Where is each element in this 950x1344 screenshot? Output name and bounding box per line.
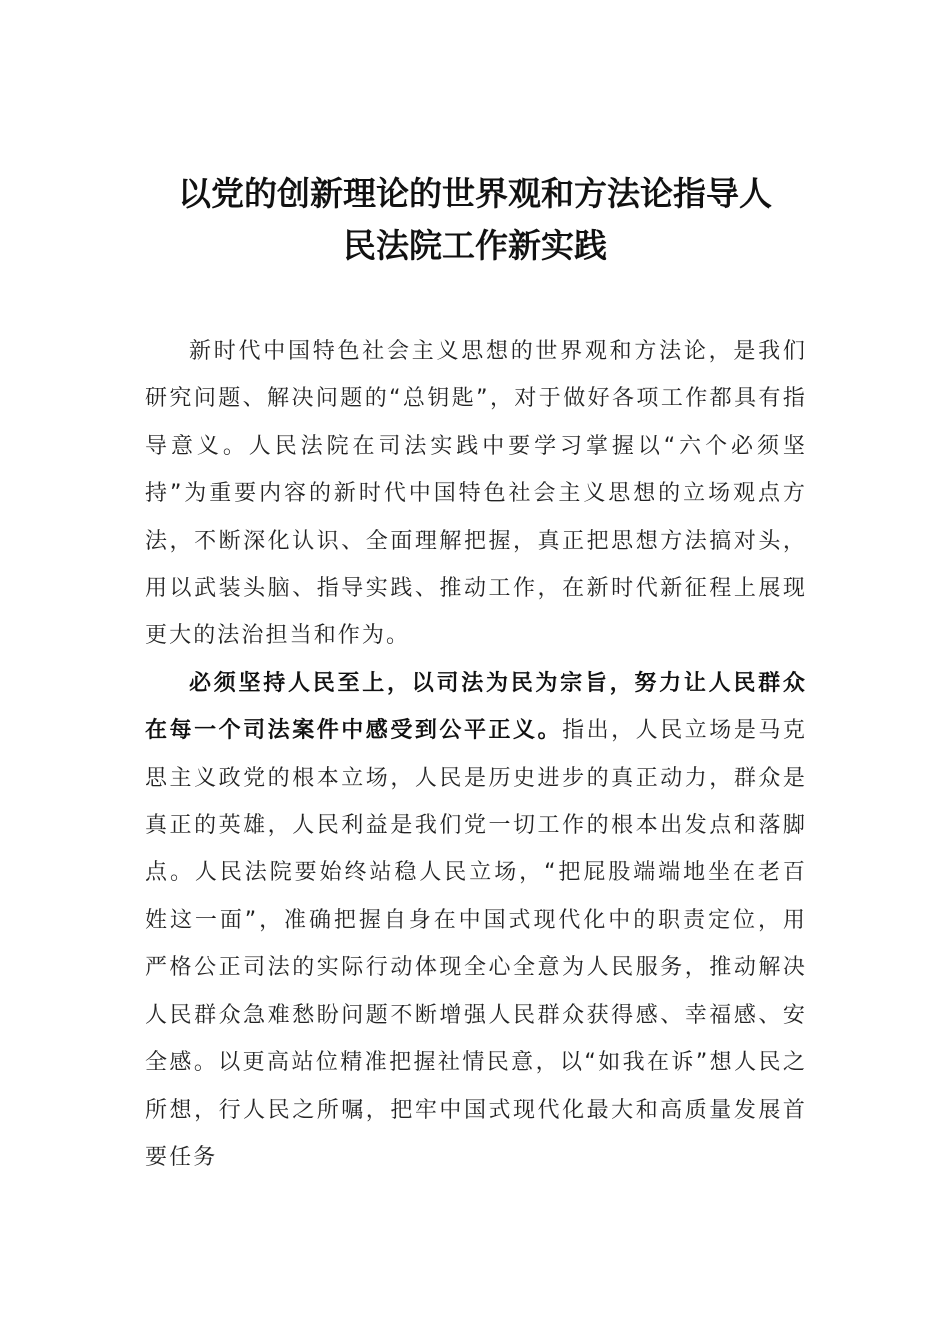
document-title: [145, 168, 805, 272]
title-line-1: 以党的创新理论的世界观和方法论指导人: [178, 174, 772, 213]
paragraph-2-lead: 必须坚持人民至上，以司法为民为宗旨，努力让人民群众在每一个司法案件中感受到公平正义。: [145, 670, 807, 744]
paragraph-1: 新时代中国特色社会主义思想的世界观和方法论，是我们研究问题、解决问题的“总钥匙”，对于做好各项工作都具有指导意义。人民法院在司法实践中要学习掌握以“六个必须坚持”为重要内容的新时代中国特色社会主义思想的立场观点方法，不断深化认识、全面理解把握，真正把思想方法搞对头，用以武装头脑、指导实践、推动工作，在新时代新征程上展现更大的法治担当和作为。: [145, 339, 807, 649]
paragraph-2-body: 指出，人民立场是马克思主义政党的根本立场，人民是历史进步的真正动力，群众是真正的英雄，人民利益是我们党一切工作的根本出发点和落脚点。人民法院要始终站稳人民立场，“把屁股端端地坐在老百姓这一面”，准确把握自身在中国式现代化中的职责定位，用严格公正司法的实际行动体现全心全意为人民服务，推动解决人民群众急难愁盼问题不断增强人民群众获得感、幸福感、安全感。以更高站位精准把握社情民意，以“如我在诉”想人民之所想，行人民之所嘱，把牢中国式现代化最大和高质量发展首要任务: [145, 718, 807, 1170]
paragraph-2: [145, 660, 807, 1181]
title-line-2: 民法院工作新实践: [343, 226, 607, 265]
document-body: [145, 328, 807, 1181]
